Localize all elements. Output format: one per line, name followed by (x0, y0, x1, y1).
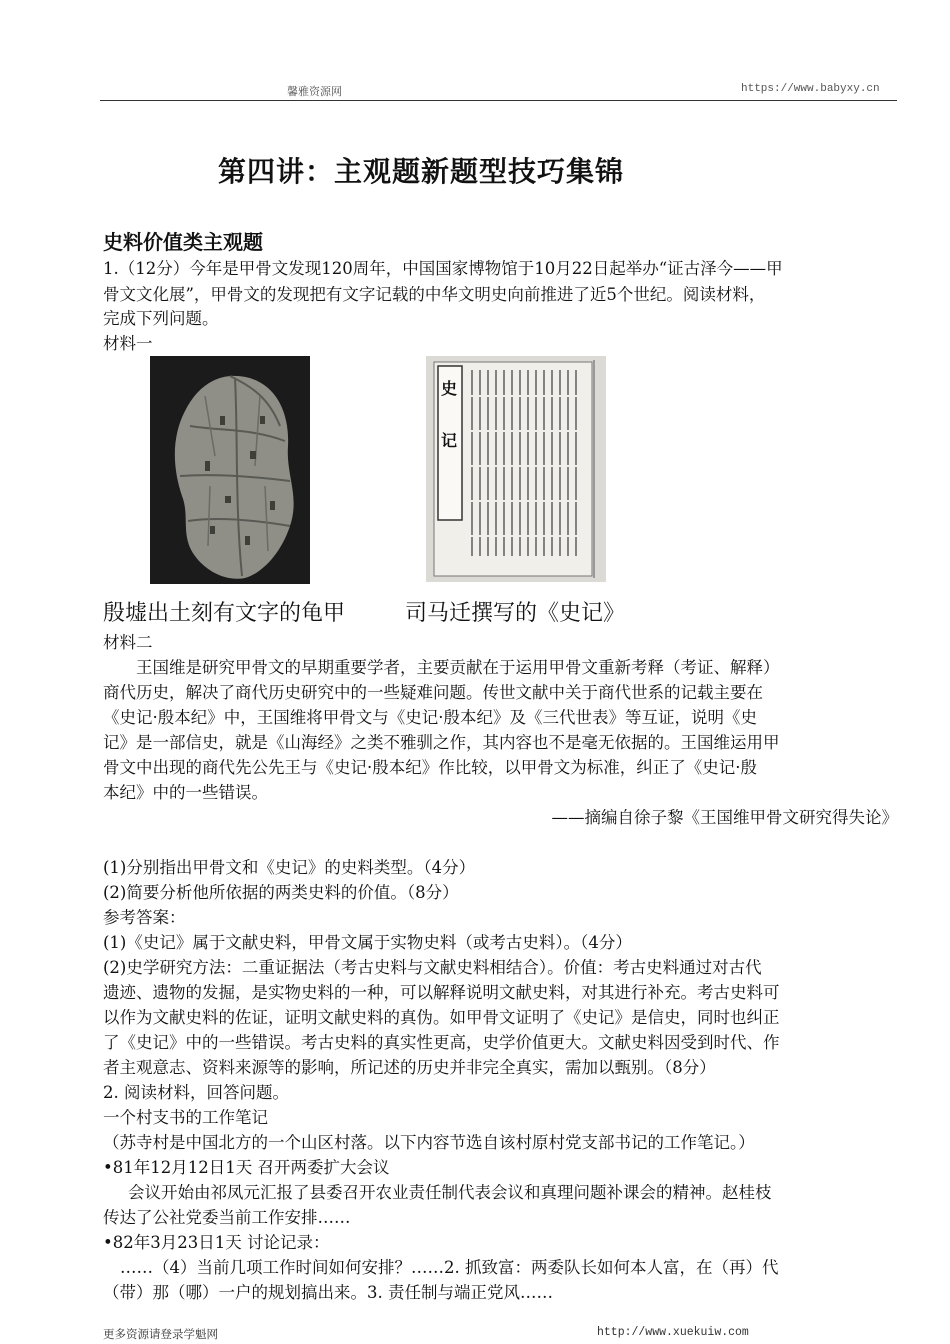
q2-line-6: 传达了公社党委当前工作安排…… (103, 1208, 351, 1227)
q2-line-3: （苏寺村是中国北方的一个山区村落。以下内容节选自该村原村党支部书记的工作笔记。） (103, 1133, 755, 1152)
q1-intro-line-2: 骨文文化展”，甲骨文的发现把有文字记载的中华文明史向前推进了近5个世纪。阅读材料， (103, 285, 766, 304)
q2-line-8: ……（4）当前几项工作时间如何安排？……2. 抓致富：两委队长如何本人富，在（再）代 (120, 1258, 779, 1277)
answer-line-3: 遗迹、遗物的发掘，是实物史料的一种，可以解释说明文献史料，对其进行补充。考古史料可 (103, 983, 780, 1002)
section-heading: 史料价值类主观题 (103, 230, 263, 254)
answer-line-5: 了《史记》中的一些错误。考古史料的真实性更高，史学价值更大。文献史料因受到时代、作 (103, 1033, 780, 1052)
answer-line-6: 者主观意志、资料来源等的影响，所记述的历史并非完全真实，需加以甄别。（8分） (103, 1058, 716, 1077)
q1-intro-line-1: 1.（12分）今年是甲骨文发现120周年，中国国家博物馆于10月22日起举办“证古泽今——甲 (103, 259, 783, 278)
question-1: (1)分别指出甲骨文和《史记》的史料类型。（4分） (103, 858, 476, 877)
q2-line-2: 一个村支书的工作笔记 (103, 1108, 268, 1127)
page-title: 第四讲：主观题新题型技巧集锦 (218, 155, 625, 188)
footer-url[interactable]: http://www.xuekuiw.com (597, 1326, 749, 1339)
material2-line-2: 商代历史，解决了商代历史研究中的一些疑难问题。传世文献中关于商代世系的记载主要在 (103, 683, 763, 702)
answer-label: 参考答案： (103, 908, 186, 927)
q1-intro-line-3: 完成下列问题。 (103, 309, 219, 328)
caption-shiji: 司马迁撰写的《史记》 (405, 601, 626, 626)
shiji-book-image (426, 356, 606, 582)
material2-source: ——摘编自徐子黎《王国维甲骨文研究得失论》 (551, 808, 898, 827)
book-cover-char-1: 史 (441, 379, 458, 398)
material2-line-1: 王国维是研究甲骨文的早期重要学者，主要贡献在于运用甲骨文重新考释（考证、解释） (136, 658, 780, 677)
answer-line-4: 以作为文献史料的佐证，证明文献史料的真伪。如甲骨文证明了《史记》是信史，同时也纠正 (103, 1008, 780, 1027)
oracle-bone-image (150, 356, 310, 584)
material2-label: 材料二 (103, 633, 153, 652)
q2-line-7: •82年3月23日1天 讨论记录： (103, 1233, 330, 1252)
material2-line-3: 《史记·殷本纪》中，王国维将甲骨文与《史记·殷本纪》及《三代世表》等互证，说明《史 (103, 708, 757, 727)
question-2: (2)简要分析他所依据的两类史料的价值。（8分） (103, 883, 459, 902)
header-site-name: 馨雅资源网 (287, 85, 342, 98)
q2-line-5: 会议开始由祁凤元汇报了县委召开农业责任制代表会议和真理问题补课会的精神。赵桂枝 (128, 1183, 772, 1202)
material2-line-4: 记》是一部信史，就是《山海经》之类不雅驯之作，其内容也不是毫无依据的。王国维运用甲 (103, 733, 780, 752)
header-divider (100, 100, 897, 101)
footer-left: 更多资源请登录学魁网 (103, 1327, 218, 1341)
q2-line-9: （带）那（哪）一户的规划搞出来。3. 责任制与端正党风…… (103, 1283, 553, 1302)
answer-line-1: (1)《史记》属于文献史料，甲骨文属于实物史料（或考古史料）。（4分） (103, 933, 632, 952)
material2-line-6: 本纪》中的一些错误。 (103, 783, 268, 802)
caption-oracle-bone: 殷墟出土刻有文字的龟甲 (103, 601, 346, 626)
q2-line-4: •81年12月12日1天 召开两委扩大会议 (103, 1158, 390, 1177)
header-url[interactable]: https://www.babyxy.cn (741, 83, 880, 95)
material2-line-5: 骨文中出现的商代先公先王与《史记·殷本纪》作比较，以甲骨文为标准，纠正了《史记·殷 (103, 758, 757, 777)
material1-label: 材料一 (103, 334, 153, 353)
answer-line-2: (2)史学研究方法：二重证据法（考古史料与文献史料相结合）。价值：考古史料通过对古代 (103, 958, 762, 977)
q2-line-1: 2. 阅读材料，回答问题。 (103, 1083, 289, 1102)
book-cover-char-2: 记 (441, 431, 458, 450)
